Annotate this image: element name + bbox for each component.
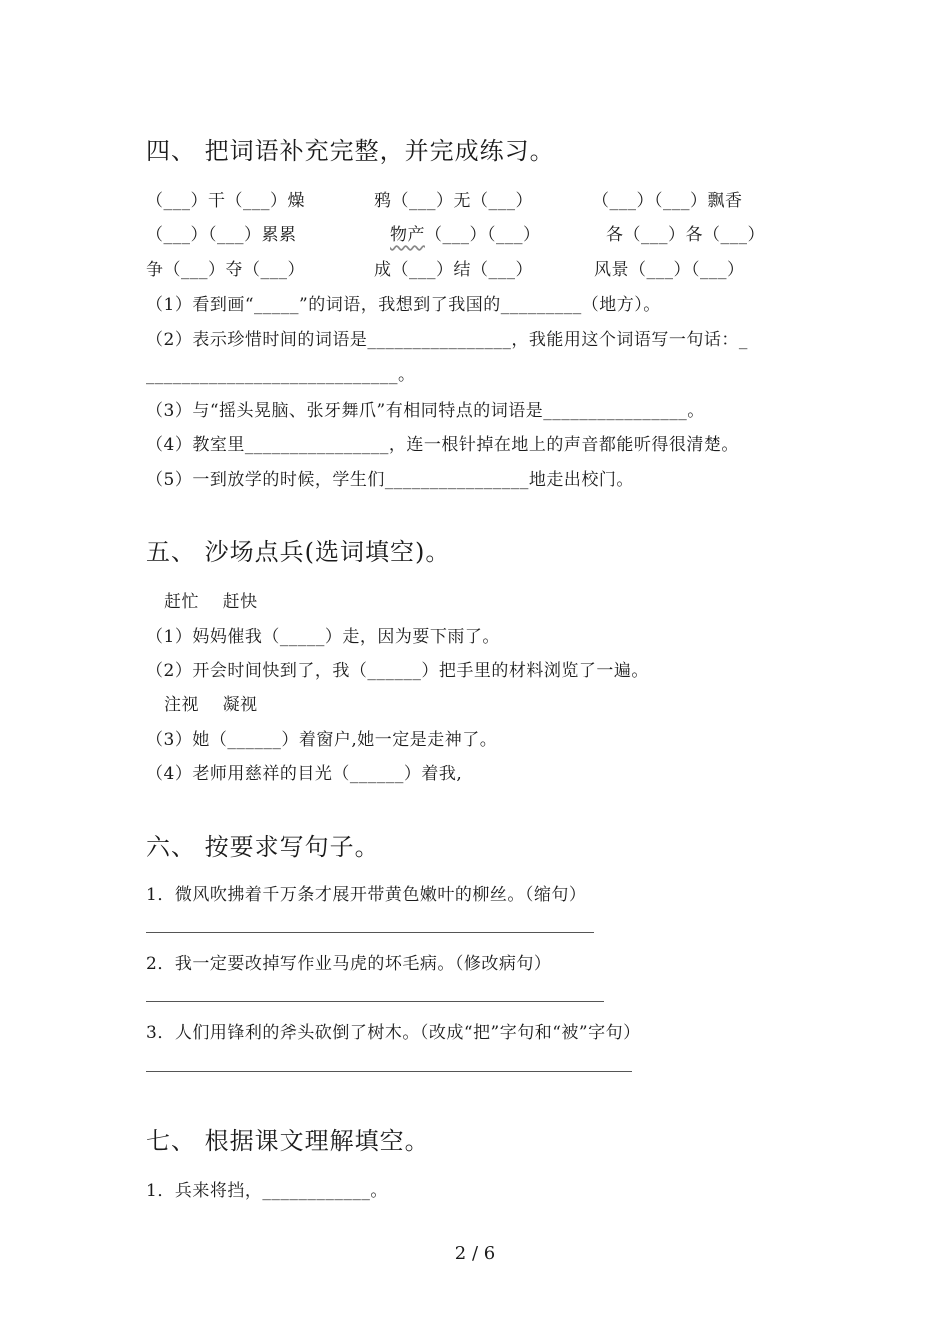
fill-item: 成（___）结（___） — [374, 260, 533, 280]
section-6-title: 六、 按要求写句子。 — [146, 833, 380, 861]
question-line: ____________________________。 — [146, 365, 416, 385]
wavy-underlined-word: 物产 — [390, 225, 425, 245]
question-line: （1）看到画“_____”的词语，我想到了我国的_________（地方）。 — [146, 295, 661, 315]
section-5-title: 五、 沙场点兵(选词填空)。 — [146, 538, 451, 566]
fill-item: 风景（___）（___） — [594, 260, 745, 280]
question-line: 2．我一定要改掉写作业马虎的坏毛病。（修改病句） — [146, 954, 552, 974]
question-line: （4）教室里________________，连一根针掉在地上的声音都能听得很清楚。 — [146, 435, 739, 455]
question-line: 3．人们用锋利的斧头砍倒了树木。（改成“把”字句和“被”字句） — [146, 1023, 641, 1043]
fill-item: （___）干（___）燥 — [146, 191, 305, 211]
word-choices: 赶忙 赶快 — [164, 592, 258, 612]
word-choices: 注视 凝视 — [164, 695, 258, 715]
question-line: 1．微风吹拂着千万条才展开带黄色嫩叶的柳丝。（缩句） — [146, 885, 587, 905]
fill-item: 争（___）夺（___） — [146, 260, 305, 280]
question-line: （3）她（______）着窗户,她一定是走神了。 — [146, 730, 498, 750]
fill-item: （___）（___）累累 — [146, 225, 297, 245]
question-line: 1．兵来将挡，____________。 — [146, 1181, 388, 1201]
fill-item: （___）（___）飘香 — [592, 191, 743, 211]
question-line: （2）开会时间快到了，我（______）把手里的材料浏览了一遍。 — [146, 661, 649, 681]
answer-line — [146, 1071, 632, 1072]
question-line: （5）一到放学的时候，学生们________________地走出校门。 — [146, 470, 634, 490]
fill-item: 物产（___）（___） — [390, 225, 541, 245]
question-line: （3）与“摇头晃脑、张牙舞爪”有相同特点的词语是________________。 — [146, 401, 705, 421]
question-line: （2）表示珍惜时间的词语是________________，我能用这个词语写一句话：_ — [146, 330, 748, 350]
page-number: 2 / 6 — [454, 1243, 496, 1264]
section-4-title: 四、 把词语补充完整，并完成练习。 — [146, 137, 555, 165]
fill-item: 鸦（___）无（___） — [374, 191, 533, 211]
answer-line — [146, 1001, 604, 1002]
section-7-title: 七、 根据课文理解填空。 — [146, 1127, 430, 1155]
fill-item: 各（___）各（___） — [606, 225, 765, 245]
answer-line — [146, 932, 594, 933]
question-line: （1）妈妈催我（_____）走，因为要下雨了。 — [146, 627, 500, 647]
question-line: （4）老师用慈祥的目光（______）着我, — [146, 764, 463, 784]
